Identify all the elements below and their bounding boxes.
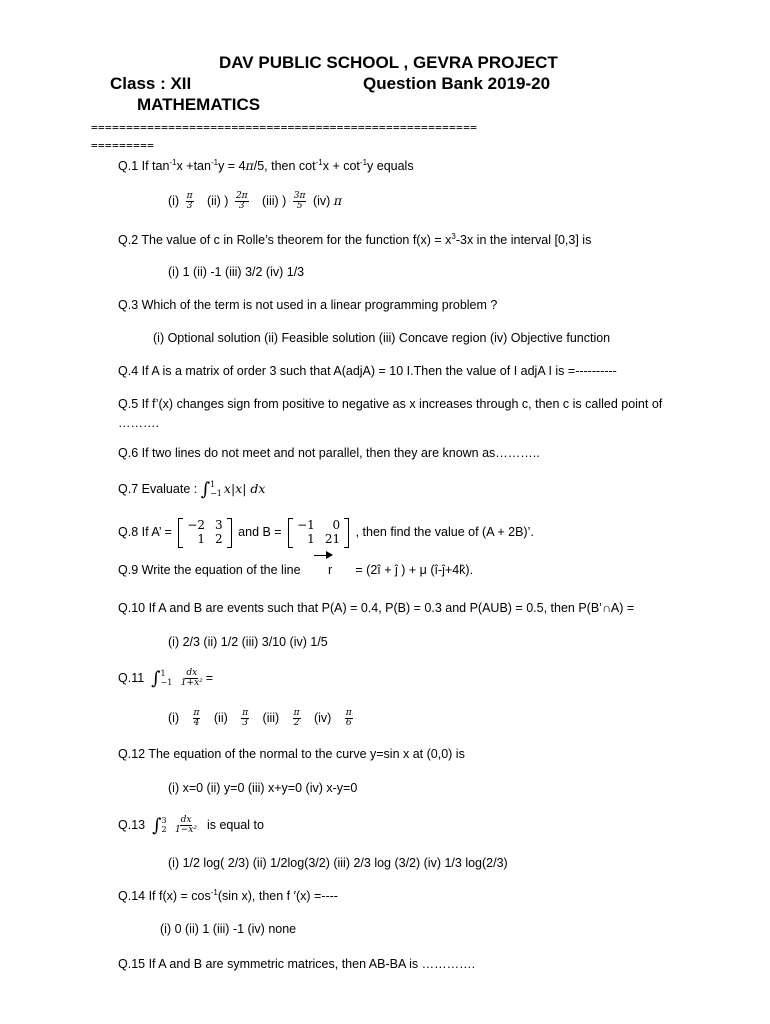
question-3-options: (i) Optional solution (ii) Feasible solution (iii) Concave region (iv) Objective function xyxy=(153,331,611,345)
integral-sign: ∫ xyxy=(152,815,162,836)
question-4: Q.4 If A is a matrix of order 3 such that A(adjA) = 10 I.Then the value of I adjA I is =---------- xyxy=(118,364,617,378)
question-10-options: (i) 2/3 (ii) 1/2 (iii) 3/10 (iv) 1/5 xyxy=(168,635,328,649)
question-13: Q.13 ∫ 3 2 $\frac{dx}{\text{1−x²}}$ is equal to xyxy=(118,814,264,836)
question-1: Q.1 If $\tan^{-1}x +\tan^{-1}y = 4\pi/5$, then $\cot^{-1}x + \cot^{-1}y$ equals xyxy=(118,158,414,174)
integral-sign: ∫ xyxy=(151,668,161,689)
matrix-a-transpose: −2 3 1 2 xyxy=(178,518,231,548)
question-15: Q.15 If A and B are symmetric matrices, then AB-BA is …………. xyxy=(118,957,476,971)
question-1-options: (i) $\frac{\pi}{3}$ (ii) ) $\frac{2\pi}{3}$ (iii) ) $\frac{3\pi}{5}$ (iv) π xyxy=(168,191,342,212)
option-fraction: $\frac{3\pi}{5}$ xyxy=(293,191,306,212)
option-fraction: $\frac{\pi}{2}$ xyxy=(293,708,300,729)
question-14: Q.14 If $f(x) = \cos^{-1}(\sin$ x), then f ′(x) =---- xyxy=(118,888,338,904)
question-13-options: (i) 1/2 log( 2/3) (ii) 1/2log(3/2) (iii) 2/3 log (3/2) (iv) 1/3 log(2/3) xyxy=(168,856,508,870)
question-14-options: (i) 0 (ii) 1 (iii) -1 (iv) none xyxy=(160,922,297,936)
question-bank-label: Question Bank 2019-20 xyxy=(363,74,551,93)
option-fraction: $\frac{\pi}{6}$ xyxy=(345,708,352,729)
question-5-cont: ………. xyxy=(118,416,159,430)
question-7: Q.7 Evaluate : ∫ 1 −1 x|x| dx xyxy=(118,479,266,500)
option-fraction: $\frac{\pi}{3}$ xyxy=(186,191,193,212)
matrix-b: −1 0 1 21 xyxy=(288,518,349,548)
question-9: Q.9 Write the equation of the line r = (2î + ĵ ) + μ (î-ĵ+4k̂). xyxy=(118,563,473,577)
question-12-options: (i) x=0 (ii) y=0 (iii) x+y=0 (iv) x-y=0 xyxy=(168,781,358,795)
question-5: Q.5 If f’(x) changes sign from positive to negative as x increases through c, then c is called point of xyxy=(118,397,663,411)
school-title: DAV PUBLIC SCHOOL , GEVRA PROJECT xyxy=(219,53,558,72)
option-fraction: $\frac{\pi}{3}$ xyxy=(242,708,249,729)
divider-line-cont: ========= xyxy=(91,139,155,152)
option-fraction: $\frac{2\pi}{3}$ xyxy=(235,191,248,212)
option-fraction: $\frac{\pi}{4}$ xyxy=(193,708,200,729)
question-11-options: (i) $\frac{\pi}{4}$ (ii) $\frac{\pi}{3}$ (iii) $\frac{\pi}{2}$ (iv) $\frac{\pi}{6}$ xyxy=(168,708,352,729)
question-10: Q.10 If A and B are events such that P(A) = 0.4, P(B) = 0.3 and P(AUB) = 0.5, then P(B’∩A) = xyxy=(118,601,635,615)
class-label: Class : XII xyxy=(110,74,192,93)
question-2: Q.2 The value of c in Rolle’s theorem for the function $f(x) = x^3-3x$ in the interval [0,3] is xyxy=(118,232,592,248)
question-11: Q.11 ∫ 1 −1 $\frac{dx}{\text{1+x²}}$ = xyxy=(118,667,214,689)
subject-title: MATHEMATICS xyxy=(137,95,261,114)
question-6: Q.6 If two lines do not meet and not parallel, then they are known as……….. xyxy=(118,446,540,460)
integrand-fraction: $\frac{dx}{\text{1−x²}}$ xyxy=(175,814,197,835)
question-8: Q.8 If A’ = −2 3 1 2 and B = −1 0 1 21 , then find the value of (A + 2B)’. xyxy=(118,518,534,546)
question-12: Q.12 The equation of the normal to the curve y=sin x at (0,0) is xyxy=(118,747,465,761)
divider-line: ======================================================= xyxy=(91,121,478,134)
integral-sign: ∫ xyxy=(200,479,211,500)
question-3: Q.3 Which of the term is not used in a linear programming problem ? xyxy=(118,298,498,312)
vector-arrow-icon xyxy=(314,551,334,561)
question-2-options: (i) 1 (ii) -1 (iii) 3/2 (iv) 1/3 xyxy=(168,265,305,279)
integrand-fraction: $\frac{dx}{\text{1+x²}}$ xyxy=(180,667,203,688)
